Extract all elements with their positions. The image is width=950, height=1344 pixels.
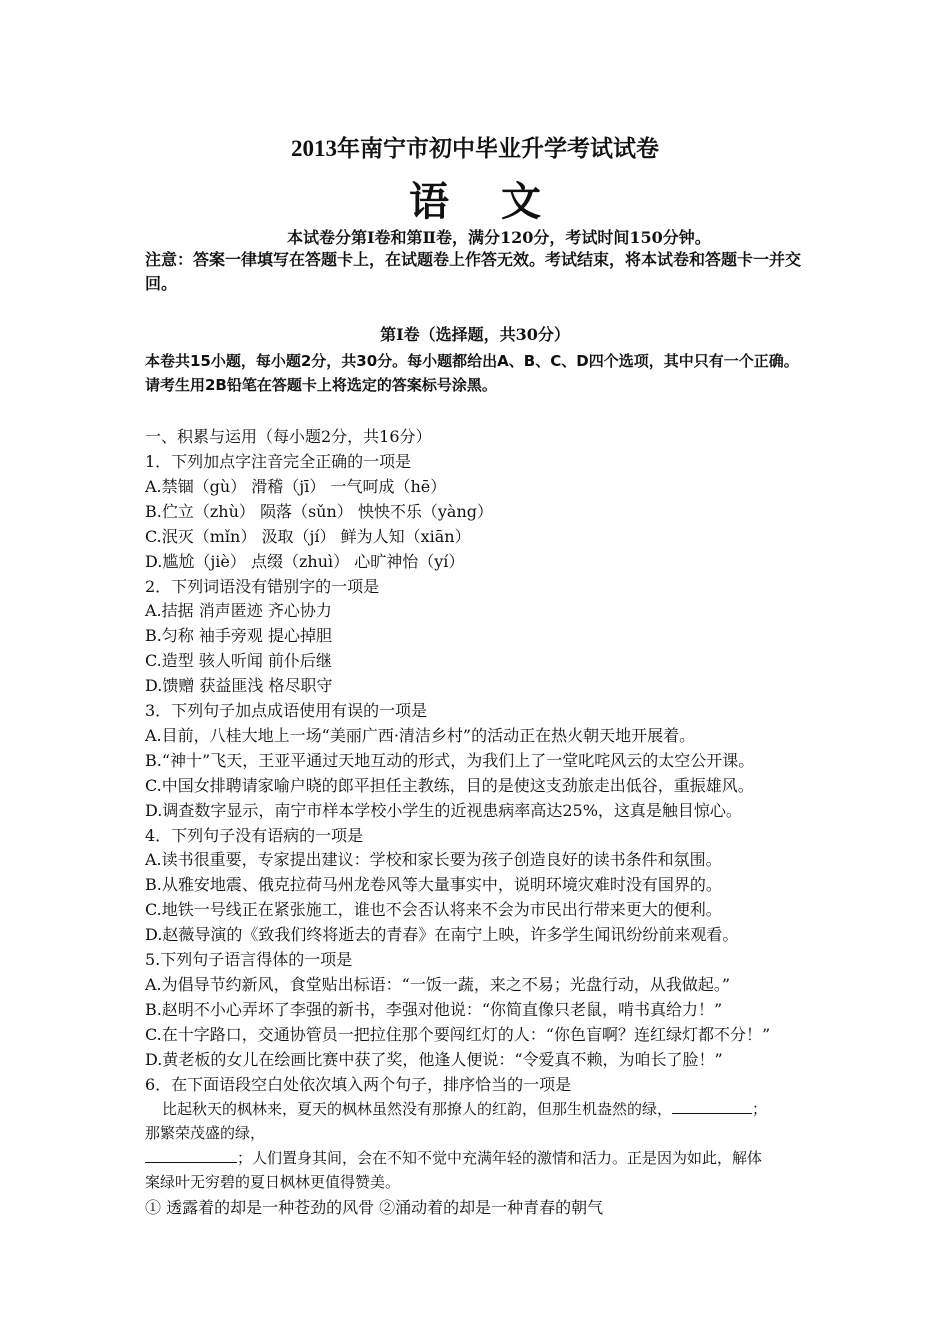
section1-heading: 一、积累与运用（每小题2分，共16分）	[145, 427, 432, 446]
question-line: B.赵明不小心弄坏了李强的新书，李强对他说：“你简直像只老鼠，啃书真给力！”	[145, 1000, 723, 1019]
question-line: A.为倡导节约新风，食堂贴出标语：“一饭一蔬，来之不易；光盘行动，从我做起。”	[145, 975, 731, 994]
question-line: D.赵薇导演的《致我们终将逝去的青春》在南宁上映，许多学生闻讯纷纷前来观看。	[145, 925, 739, 944]
answer-blank-2	[145, 1148, 237, 1163]
part1-desc-1: 本卷共15小题，每小题2分，共30分。每小题都给出A、B、C、D四个选项，其中只有一个正确。	[145, 352, 799, 370]
part1-heading: 第Ⅰ卷（选择题，共30分）	[380, 325, 570, 344]
paragraph-text-3: ；人们置身其间，会在不知不觉中充满年轻的激情和活力。正是因为如此，解体	[237, 1149, 763, 1167]
question-line: C.在十字路口，交通协管员一把拉住那个要闯红灯的人：“你色盲啊？连红绿灯都不分！”	[145, 1025, 771, 1044]
paragraph-line-4: 案绿叶无穷碧的夏日枫林更值得赞美。	[145, 1173, 401, 1191]
paragraph-line-1	[162, 1098, 767, 1120]
question-line: A.读书很重要，专家提出建议：学校和家长要为孩子创造良好的读书条件和氛围。	[145, 850, 722, 869]
question-line: D.黄老板的女儿在绘画比赛中获了奖，他逢人便说：“令爱真不赖，为咱长了脸！”	[145, 1050, 723, 1069]
paragraph-line-2: 那繁荣茂盛的绿，	[145, 1124, 266, 1142]
question-line: C.中国女排聘请家喻户晓的郎平担任主教练，目的是使这支劲旅走出低谷，重振雄风。	[145, 776, 754, 795]
question-line: 5.下列句子语言得体的一项是	[145, 950, 353, 969]
question-line: B.伫立（zhù） 陨落（sǔn） 怏怏不乐（yàng）	[145, 502, 494, 521]
question-line: A.拮据 消声匿迹 齐心协力	[145, 601, 332, 620]
question-line: D.尴尬（jiè） 点缀（zhuì） 心旷神怡（yí）	[145, 552, 465, 571]
question-line: D.调查数字显示，南宁市样本学校小学生的近视患病率高达25%，这真是触目惊心。	[145, 801, 742, 820]
paragraph-line-3	[145, 1147, 762, 1169]
question-line: A.目前，八桂大地上一场“美丽广西·清洁乡村”的活动正在热火朝天地开展着。	[145, 726, 696, 745]
question-line: 3．下列句子加点成语使用有误的一项是	[145, 701, 428, 720]
question-line: C.地铁一号线正在紧张施工，谁也不会否认将来不会为市民出行带来更大的便利。	[145, 900, 722, 919]
question-line: A.禁锢（gù） 滑稽（jī） 一气呵成（hē）	[145, 477, 447, 496]
sentence-options: ① 透露着的却是一种苍劲的风骨 ②涌动着的却是一种青春的朝气	[145, 1198, 604, 1217]
part1-desc-2: 请考生用2B铅笔在答题卡上将选定的答案标号涂黑。	[145, 376, 497, 394]
question-line: C.泯灭（mǐn） 汲取（jí） 鲜为人知（xiān）	[145, 527, 471, 546]
question-line: 1．下列加点字注音完全正确的一项是	[145, 452, 412, 471]
subject-title: 语文	[409, 178, 593, 225]
notice-line-2: 回。	[145, 274, 178, 293]
question-line: 6．在下面语段空白处依次填入两个句子，排序恰当的一项是	[145, 1075, 572, 1094]
question-line: 4．下列句子没有语病的一项是	[145, 826, 364, 845]
question-line: C.造型 骇人听闻 前仆后继	[145, 651, 332, 670]
answer-blank-1	[672, 1099, 752, 1114]
exam-info: 本试卷分第Ⅰ卷和第Ⅱ卷，满分120分，考试时间150分钟。	[287, 228, 711, 247]
question-line: B.“神十”飞天，王亚平通过天地互动的形式，为我们上了一堂叱咤风云的太空公开课。	[145, 751, 755, 770]
question-line: B.匀称 袖手旁观 提心掉胆	[145, 626, 333, 645]
question-line: 2．下列词语没有错别字的一项是	[145, 577, 380, 596]
notice-line-1: 注意：答案一律填写在答题卡上，在试题卷上作答无效。考试结束，将本试卷和答题卡一并交	[145, 250, 802, 269]
exam-title: 2013年南宁市初中毕业升学考试试卷	[291, 136, 659, 161]
paragraph-text-1a: 比起秋天的枫林来，夏天的枫林虽然没有那撩人的红韵，但那生机盎然的绿，	[162, 1100, 673, 1118]
question-line: D.馈赠 获益匪浅 格尽职守	[145, 676, 333, 695]
paragraph-text-1b: ；	[752, 1100, 768, 1118]
question-line: B.从雅安地震、俄克拉荷马州龙卷风等大量事实中，说明环境灾难时没有国界的。	[145, 875, 722, 894]
